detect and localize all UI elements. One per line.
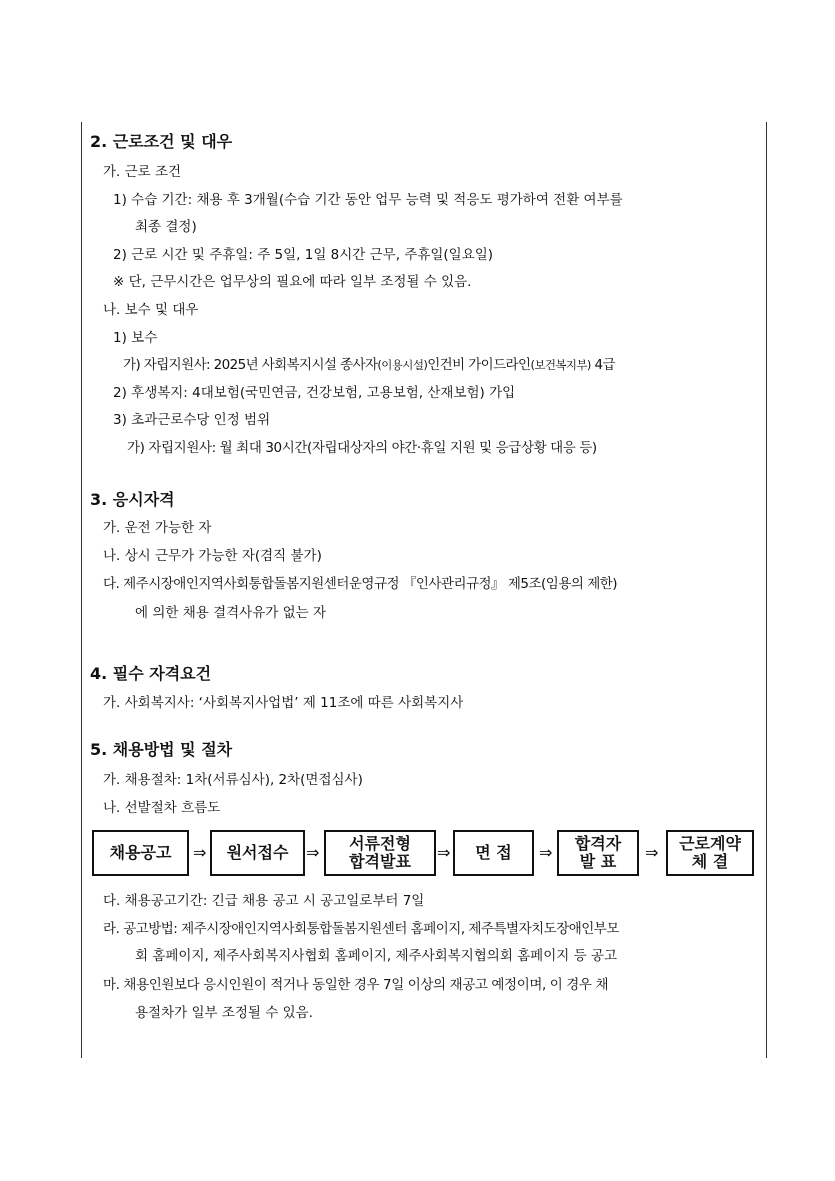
- flow-arrow-icon: ⇒: [539, 843, 553, 862]
- flow-step-label: 체 결: [691, 852, 729, 871]
- section-2-title: 2. 근로조건 및 대우: [90, 132, 233, 151]
- s3-item-na: 나. 상시 근무가 가능한 자(겸직 불가): [103, 548, 322, 564]
- s3-item-ga: 가. 운전 가능한 자: [103, 520, 212, 536]
- section-5-title: 5. 채용방법 및 절차: [90, 740, 233, 759]
- flow-step-label: 근로계약: [679, 834, 741, 853]
- flow-step-final-announcement: [557, 830, 639, 876]
- flow-arrow-icon: ⇒: [437, 843, 451, 862]
- flow-step-label: 합격자: [574, 834, 622, 853]
- s5-item-ra: 라. 공고방법: 제주시장애인지역사회통합돌봄지원센터 홈페이지, 제주특별자치도장애인부모: [103, 921, 619, 937]
- s4-item-ga: 가. 사회복지사: ‘사회복지사업법’ 제 11조에 따른 사회복지사: [103, 695, 464, 711]
- flow-arrow-icon: ⇒: [193, 843, 207, 862]
- s5-item-ga: 가. 채용절차: 1차(서류심사), 2차(면접심사): [103, 772, 363, 788]
- s2-note: ※ 단, 근무시간은 업무상의 필요에 따라 일부 조정될 수 있음.: [113, 274, 472, 290]
- flow-step-application: [210, 830, 305, 876]
- flow-step-label: 합격발표: [349, 852, 411, 871]
- flow-step-label: 서류전형: [349, 834, 411, 853]
- pay-text-small-2: (보건복지부): [530, 358, 591, 372]
- flow-arrow-icon: ⇒: [306, 843, 320, 862]
- section-4-title: 4. 필수 자격요건: [90, 664, 212, 683]
- flow-step-label: 채용공고: [109, 843, 172, 862]
- s2-item-ga1-cont: 최종 결정): [135, 219, 197, 235]
- s2-item-ga: 가. 근로 조건: [103, 164, 182, 180]
- pay-text-main: 가) 자립지원사: 2025년 사회복지시설 종사자: [123, 357, 378, 373]
- s5-item-da: 다. 채용공고기간: 긴급 채용 공고 시 공고일로부터 7일: [103, 893, 425, 909]
- section-3-title: 3. 응시자격: [90, 490, 175, 509]
- pay-text-end: 4급: [590, 357, 615, 373]
- flow-step-announcement: [92, 830, 189, 876]
- flow-step-interview: [453, 830, 534, 876]
- pay-text-mid: 인건비 가이드라인: [427, 357, 531, 373]
- flow-arrow-icon: ⇒: [645, 843, 659, 862]
- s5-item-na: 나. 선발절차 흐름도: [103, 800, 221, 816]
- s2-item-ga1: 1) 수습 기간: 채용 후 3개월(수습 기간 동안 업무 능력 및 적응도 평가하여 전환 여부를: [113, 192, 623, 208]
- s2-item-na: 나. 보수 및 대우: [103, 302, 199, 318]
- s2-item-ga2: 2) 근로 시간 및 주휴일: 주 5일, 1일 8시간 근무, 주휴일(일요일): [113, 247, 494, 263]
- s2-item-na2: 2) 후생복지: 4대보험(국민연금, 건강보험, 고용보험, 산재보험) 가입: [113, 385, 516, 401]
- flow-step-document-screening: [324, 830, 436, 876]
- s2-item-na3: 3) 초과근로수당 인정 범위: [113, 412, 271, 428]
- flow-step-label: 원서접수: [226, 843, 289, 862]
- pay-text-small-1: (이용시설): [377, 358, 428, 372]
- s3-item-da: 다. 제주시장애인지역사회통합돌봄지원센터운영규정 『인사관리규정』 제5조(임용의 제한): [103, 576, 618, 592]
- s2-item-na1: 1) 보수: [113, 330, 158, 346]
- s2-item-na1-ga: [123, 356, 615, 374]
- s5-item-ra-cont: 회 홈페이지, 제주사회복지사협회 홈페이지, 제주사회복지협의회 홈페이지 등 공고: [135, 948, 618, 964]
- s2-item-na3-ga: 가) 자립지원사: 월 최대 30시간(자립대상자의 야간·휴일 지원 및 응급상황 대응 등): [127, 440, 597, 456]
- s3-item-da-cont: 에 의한 채용 결격사유가 없는 자: [135, 605, 326, 621]
- flow-step-label: 면 접: [475, 843, 512, 862]
- flow-step-contract: [666, 830, 754, 876]
- s5-item-ma-cont: 용절차가 일부 조정될 수 있음.: [135, 1005, 313, 1021]
- s5-item-ma: 마. 채용인원보다 응시인원이 적거나 동일한 경우 7일 이상의 재공고 예정이며, 이 경우 채: [103, 977, 609, 993]
- flow-step-label: 발 표: [579, 852, 617, 871]
